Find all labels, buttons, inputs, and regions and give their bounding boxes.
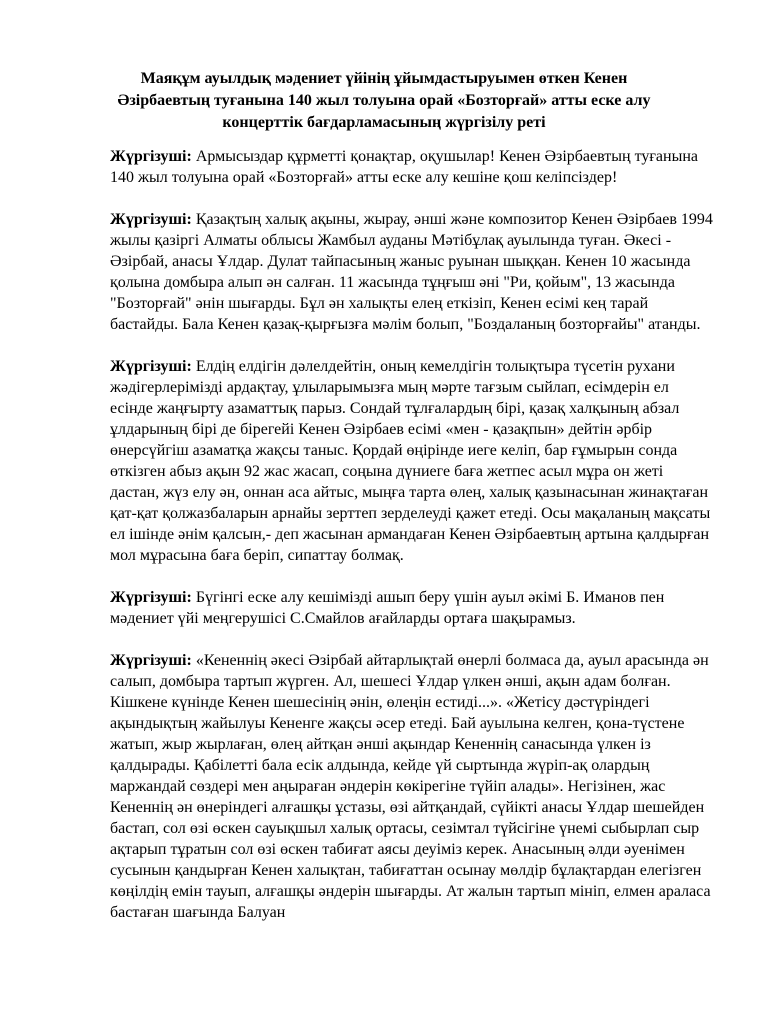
paragraph-text: Бүгінгі еске алу кешімізді ашып беру үшін ауыл әкімі Б. Иманов пен мәдениет үйі меңгерушісі С.Смайлов ағайларды ортаға шақырамыз. xyxy=(110,589,665,627)
paragraph-text: Елдің елдігін дәлелдейтін, оның кемелдігін толықтыра түсетін рухани жәдігерлерімізді ардақтау, ұлыларымызға мың мәрте тағзым сыйлап, есімдерін ел есінде жаңғырту азаматтық парыз. Сондай тұлғалардың бірі, қазақ халқының абзал ұлдарының бірі де бірегейі Кенен Әзірбаев есімі «мен - қазақпын» дейтін әрбір өнерсүйгіш азаматқа жақсы таныс. Қордай өңірінде иеге келіп, бар ғұмырын сонда өткізген абыз ақын 92 жас жасап, соңына дүниеге баға жетпес асыл мұра он жеті дастан, жүз елу ән, оннан аса айтыс, мыңға тарта өлең, халық қазынасынан жинақтаған қат-қат қолжазбаларын арнайы зерттеп зерделеуді қажет етеді. Осы мақаланың мақсаты ел ішінде әнім қалсын,- деп жасынан армандаған Кенен Әзірбаевтың артына қалдырған мол мұрасына баға беріп, сипаттау болмақ. xyxy=(110,358,711,564)
speaker-label: Жүргізуші: xyxy=(110,211,192,228)
document-body xyxy=(110,146,715,944)
paragraph-2 xyxy=(110,209,715,335)
paragraph-3 xyxy=(110,356,715,566)
speaker-label: Жүргізуші: xyxy=(110,589,192,606)
speaker-label: Жүргізуші: xyxy=(110,148,192,165)
paragraph-text: Армысыздар құрметті қонақтар, оқушылар! Кенен Әзірбаевтың туғанына 140 жыл толуына орай «Бозторғай» атты еске алу кешіне қош келіпсіздер! xyxy=(110,148,699,186)
speaker-label: Жүргізуші: xyxy=(110,358,192,375)
paragraph-4 xyxy=(110,587,715,629)
speaker-label: Жүргізуші: xyxy=(110,652,192,669)
paragraph-1 xyxy=(110,146,715,188)
document-title: Маяқұм ауылдық мәдениет үйінің ұйымдастыруымен өткен Кенен Әзірбаевтың туғанына 140 жыл толуына орай «Бозторғай» атты еске алу концерттік бағдарламасының жүргізілу реті xyxy=(117,70,651,131)
paragraph-5 xyxy=(110,650,715,923)
paragraph-text: Қазақтың халық ақыны, жырау, әнші және композитор Кенен Әзірбаев 1994 жылы қазіргі Алматы облысы Жамбыл ауданы Мәтібұлақ ауылында туған. Әкесі - Әзірбай, анасы Ұлдар. Дулат тайпасының жаныс руынан шыққан. Кенен 10 жасында қолына домбыра алып ән салған. 11 жасында тұңғыш әні "Ри, қойым", 13 жасында "Бозторғай" әнін шығарды. Бұл ән халықты елең еткізіп, Кенен есімі кең тарай бастайды. Бала Кенен қазақ-қырғызға мәлім болып, "Боздаланың бозторғайы" атанды. xyxy=(110,211,713,333)
paragraph-text: «Кененнің әкесі Әзірбай айтарлықтай өнерлі болмаса да, ауыл арасында ән салып, домбыра тартып жүрген. Ал, шешесі Ұлдар үлкен әнші, ақын адам болған. Кішкене күнінде Кенен шешесінің әнін, өлеңін естиді...». «Жетісу дәстүріндегі ақындықтың жайылуы Кененге жақсы әсер етеді. Бай ауылына келген, қона-түстене жатып, жыр жырлаған, өлең айтқан әнші ақындар Кененнің санасында үлкен із қалдырады. Қабілетті бала есік алдында, кейде үй сыртында жүріп-ақ олардың маржандай сөздері мен аңыраған әндерін көкірегіне түйіп алады». Негізінен, жас Кененнің ән өнеріндегі алғашқы ұстазы, өзі айтқандай, сүйікті анасы Ұлдар шешейден бастап, сол өзі өскен сауықшыл халық ортасы, сезімтал түйсігіне үнемі сыбырлап сыр ақтарып тұратын сол өзі өскен табиғат аясы деуіміз керек. Анасының әлди әуенімен сусынын қандырған Кенен халықтан, табиғаттан осынау мөлдір бұлақтардан елегізген көңілдің емін тауып, алғашқы әндерін шығарды. Ат жалын тартып мініп, елмен араласа бастаған шағында Балуан xyxy=(110,652,711,921)
